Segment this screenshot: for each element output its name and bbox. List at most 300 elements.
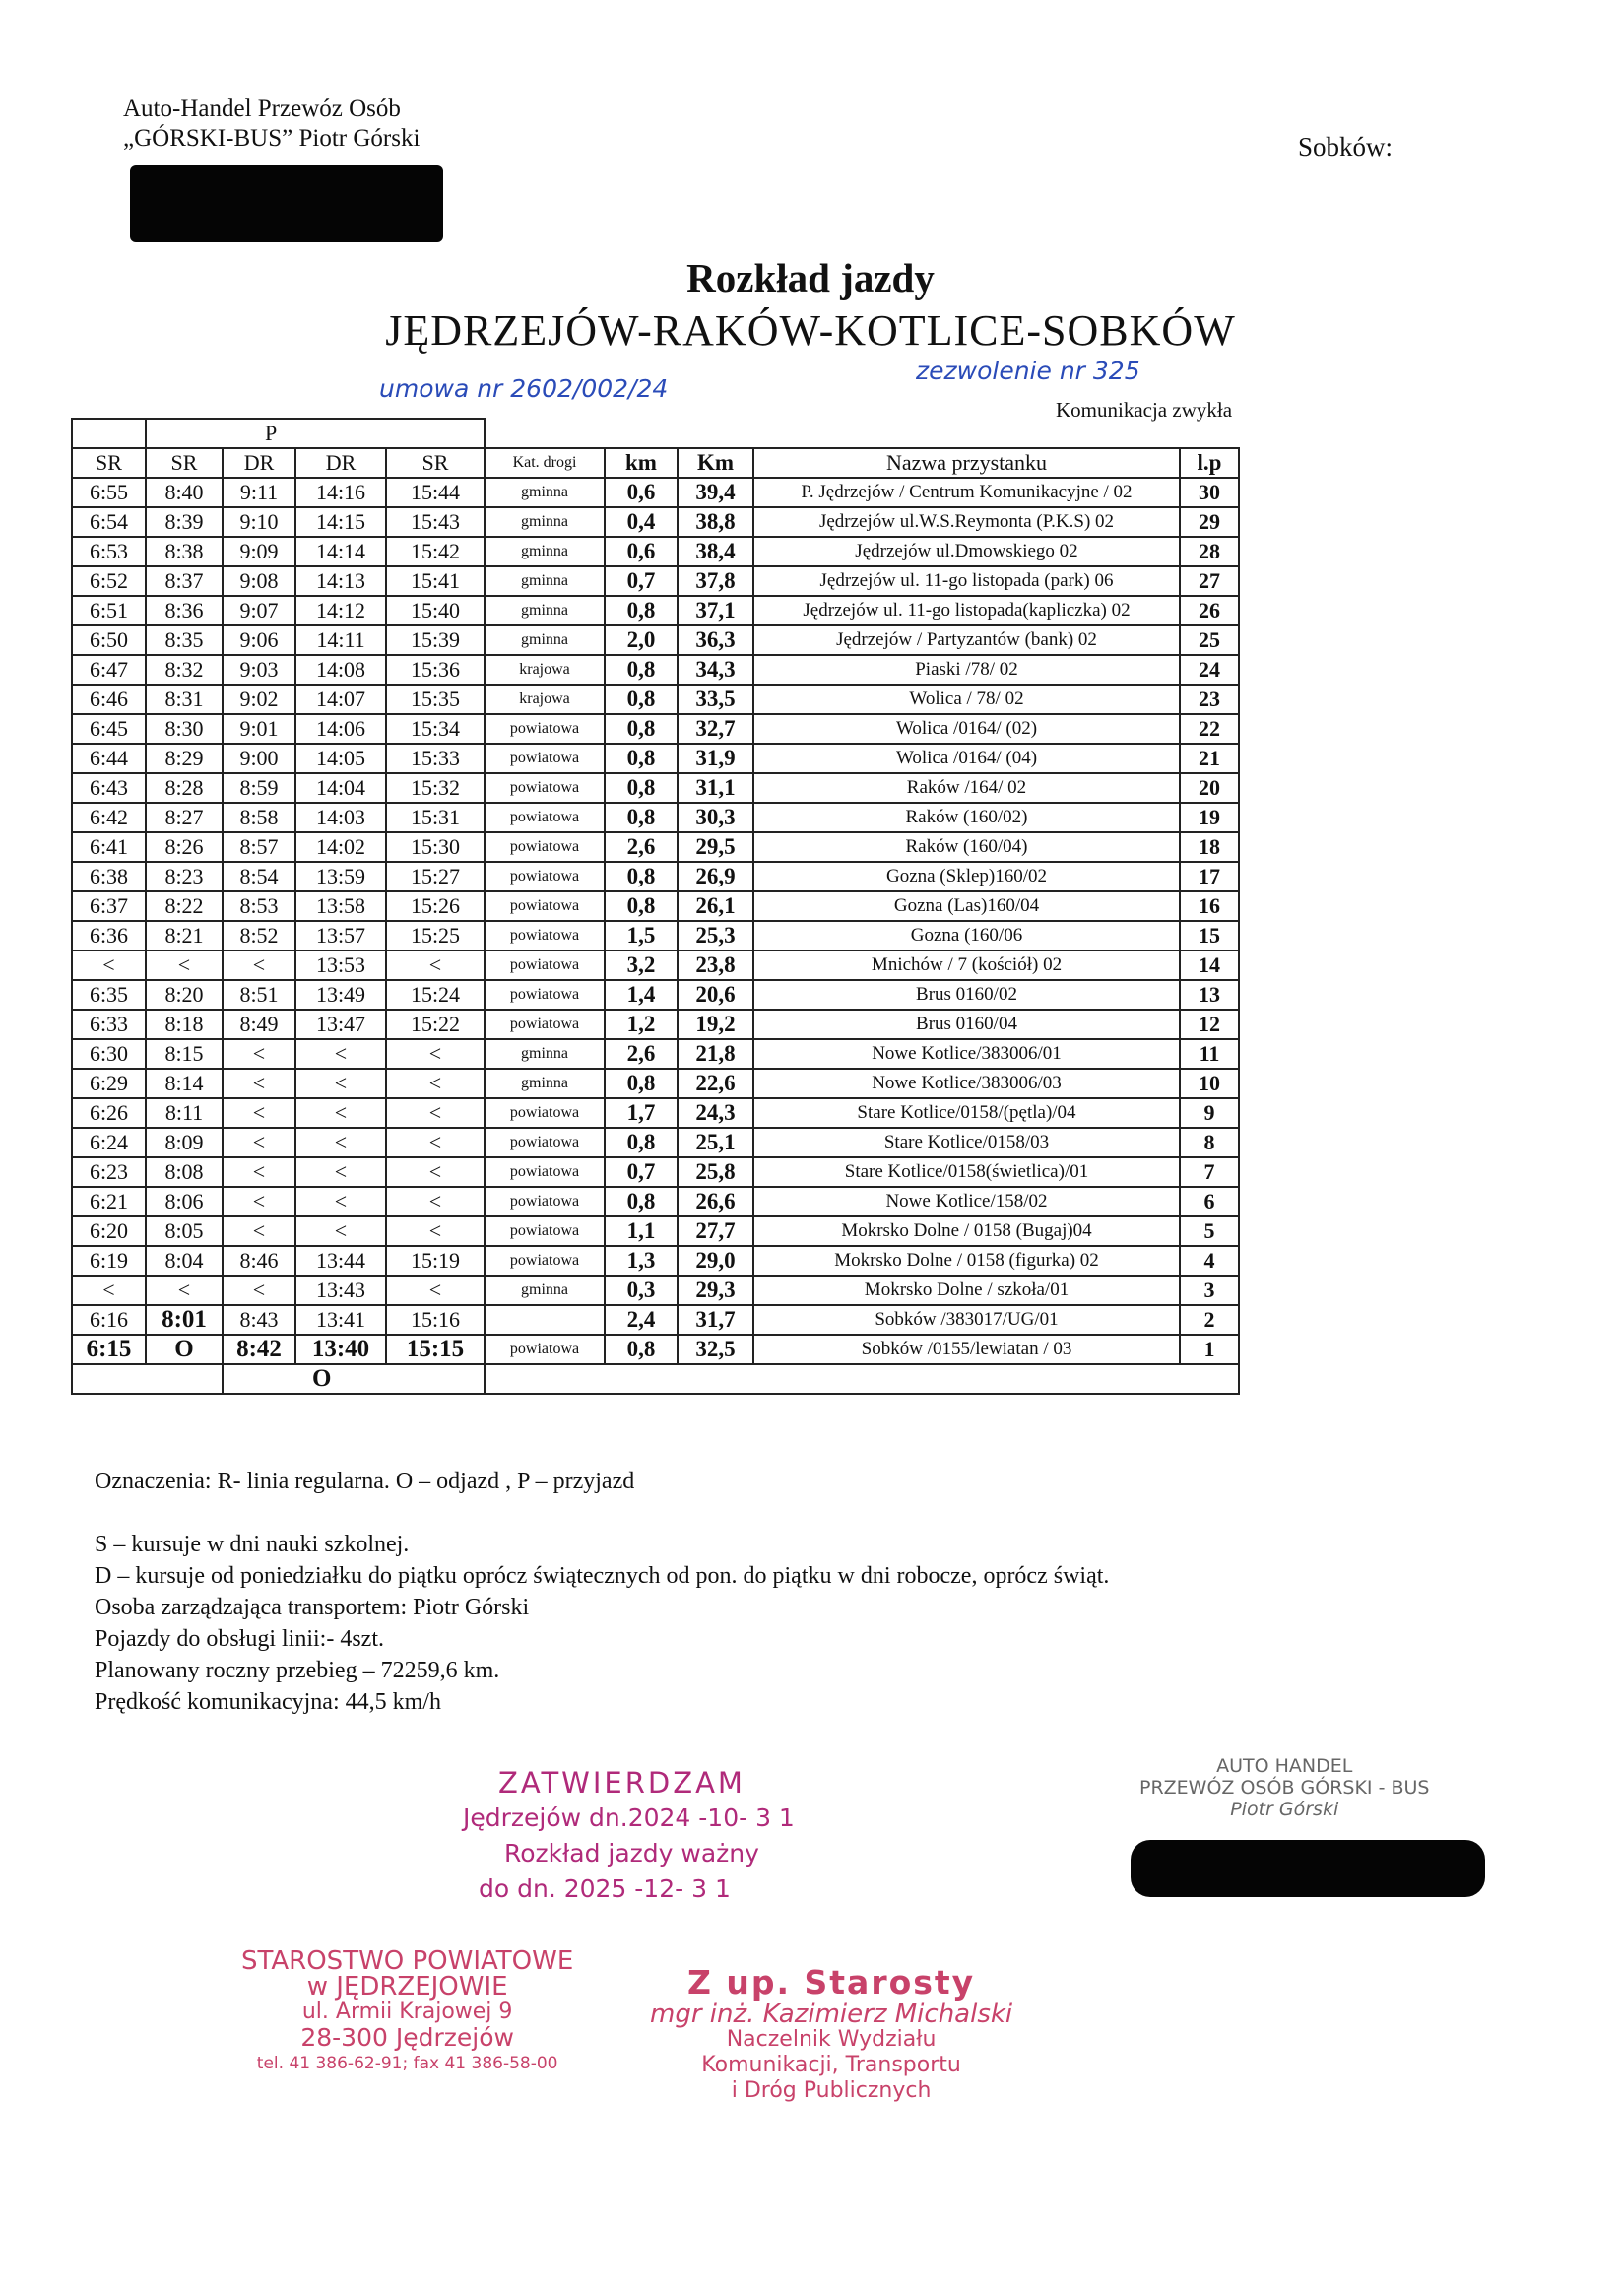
redacted-signature	[1131, 1840, 1485, 1897]
table-cell: 0,8	[605, 803, 678, 832]
table-cell: 0,8	[605, 655, 678, 685]
departure-time-cell: 8:08	[146, 1157, 223, 1187]
table-cell: 25,8	[678, 1157, 753, 1187]
table-cell: 23,8	[678, 951, 753, 980]
departure-time-cell: 8:54	[223, 862, 295, 891]
table-cell: 32,7	[678, 714, 753, 744]
table-cell: 26	[1180, 596, 1239, 625]
departure-time-cell: 8:30	[146, 714, 223, 744]
note-osoba: Osoba zarządzająca transportem: Piotr Górski	[95, 1595, 530, 1620]
stop-name-cell: Piaski /78/ 02	[753, 655, 1180, 685]
table-cell: gminna	[485, 1276, 605, 1305]
table-cell: 1,1	[605, 1216, 678, 1246]
departure-time-cell: 8:52	[223, 921, 295, 951]
handwritten-umowa: umowa nr 2602/002/24	[379, 374, 669, 403]
departure-time-cell: 14:13	[295, 566, 386, 596]
table-cell: 22,6	[678, 1069, 753, 1098]
departure-time-cell: 8:40	[146, 478, 223, 507]
table-cell: 26,6	[678, 1187, 753, 1216]
table-cell: gminna	[485, 1069, 605, 1098]
table-row	[72, 596, 1239, 625]
note-predkosc: Prędkość komunikacyjna: 44,5 km/h	[95, 1689, 441, 1715]
departure-time-cell: 15:41	[386, 566, 485, 596]
departure-time-cell: 13:44	[295, 1246, 386, 1276]
company-line-2: „GÓRSKI-BUS” Piotr Górski	[123, 125, 421, 152]
table-cell: 2,0	[605, 625, 678, 655]
table-cell	[485, 1305, 605, 1335]
table-cell: gminna	[485, 537, 605, 566]
stop-name-cell: Brus 0160/02	[753, 980, 1180, 1010]
table-cell: 3,2	[605, 951, 678, 980]
header-cell: Nazwa przystanku	[753, 448, 1180, 478]
departure-time-cell: 15:32	[386, 773, 485, 803]
departure-time-cell: 13:40	[295, 1335, 386, 1364]
stamp-zatwierdzam: ZATWIERDZAM	[498, 1766, 746, 1800]
table-cell: gminna	[485, 1039, 605, 1069]
departure-time-cell: 6:37	[72, 891, 146, 921]
departure-time-cell: 6:35	[72, 980, 146, 1010]
starostwo-line4: 28-300 Jędrzejów	[300, 2023, 514, 2052]
departure-time-cell: 6:51	[72, 596, 146, 625]
table-row	[72, 478, 1239, 507]
table-row	[72, 891, 1239, 921]
stop-name-cell: Stare Kotlice/0158(świetlica)/01	[753, 1157, 1180, 1187]
stamp-auto-line1: AUTO HANDEL	[1216, 1755, 1353, 1777]
departure-time-cell: <	[223, 1187, 295, 1216]
table-o-row	[72, 1364, 1239, 1394]
departure-time-cell: 15:30	[386, 832, 485, 862]
stop-name-cell: Sobków /0155/lewiatan / 03	[753, 1335, 1180, 1364]
stop-name-cell: Gozna (Las)160/04	[753, 891, 1180, 921]
stop-name-cell: Jędrzejów ul. 11-go listopada (park) 06	[753, 566, 1180, 596]
stop-name-cell: Jędrzejów ul.W.S.Reymonta (P.K.S) 02	[753, 507, 1180, 537]
departure-time-cell: 8:04	[146, 1246, 223, 1276]
p-blank	[485, 419, 1239, 448]
table-cell: 11	[1180, 1039, 1239, 1069]
departure-time-cell: 15:34	[386, 714, 485, 744]
table-cell: 2,4	[605, 1305, 678, 1335]
departure-time-cell: <	[386, 1276, 485, 1305]
note-przebieg: Planowany roczny przebieg – 72259,6 km.	[95, 1658, 500, 1683]
stop-name-cell: Gozna (160/06	[753, 921, 1180, 951]
timetable	[71, 418, 1240, 1395]
departure-time-cell: 14:16	[295, 478, 386, 507]
departure-time-cell: O	[146, 1335, 223, 1364]
table-cell: powiatowa	[485, 1187, 605, 1216]
table-cell: krajowa	[485, 685, 605, 714]
departure-time-cell: 8:15	[146, 1039, 223, 1069]
notes-block	[95, 1529, 1109, 1718]
departure-time-cell: 14:04	[295, 773, 386, 803]
stop-name-cell: Mokrsko Dolne / szkoła/01	[753, 1276, 1180, 1305]
table-header-row	[72, 448, 1239, 478]
table-cell: 22	[1180, 714, 1239, 744]
zup-line4: Komunikacji, Transportu	[701, 2053, 961, 2077]
stop-name-cell: Nowe Kotlice/383006/01	[753, 1039, 1180, 1069]
stamp-auto-line2: PRZEWÓZ OSÓB GÓRSKI - BUS	[1139, 1777, 1430, 1799]
departure-time-cell: 9:02	[223, 685, 295, 714]
departure-time-cell: <	[223, 951, 295, 980]
departure-time-cell: 6:30	[72, 1039, 146, 1069]
departure-time-cell: 6:19	[72, 1246, 146, 1276]
starostwo-line5: tel. 41 386-62-91; fax 41 386-58-00	[256, 2054, 558, 2073]
table-cell: powiatowa	[485, 1128, 605, 1157]
o-spacer	[72, 1364, 223, 1394]
departure-time-cell: <	[386, 1216, 485, 1246]
table-cell: gminna	[485, 507, 605, 537]
departure-time-cell: 6:54	[72, 507, 146, 537]
table-cell: 14	[1180, 951, 1239, 980]
note-d: D – kursuje od poniedziałku do piątku oprócz świątecznych od pon. do piątku w dni robocze, oprócz świąt.	[95, 1563, 1110, 1589]
table-cell: powiatowa	[485, 980, 605, 1010]
departure-time-cell: 15:26	[386, 891, 485, 921]
table-cell: powiatowa	[485, 921, 605, 951]
table-cell: 31,1	[678, 773, 753, 803]
departure-time-cell: 8:05	[146, 1216, 223, 1246]
table-row	[72, 537, 1239, 566]
departure-time-cell: 13:53	[295, 951, 386, 980]
departure-time-cell: 15:19	[386, 1246, 485, 1276]
departure-time-cell: 14:14	[295, 537, 386, 566]
stamp-jedrzejow-dn: Jędrzejów dn.2024 -10- 3 1	[463, 1804, 795, 1832]
header-cell: km	[605, 448, 678, 478]
departure-time-cell: 8:51	[223, 980, 295, 1010]
table-cell: powiatowa	[485, 1335, 605, 1364]
departure-time-cell: 6:53	[72, 537, 146, 566]
stop-name-cell: Gozna (Sklep)160/02	[753, 862, 1180, 891]
table-cell: 25	[1180, 625, 1239, 655]
table-cell: 37,8	[678, 566, 753, 596]
departure-time-cell: 8:14	[146, 1069, 223, 1098]
departure-time-cell: <	[223, 1069, 295, 1098]
table-cell: 0,7	[605, 566, 678, 596]
departure-time-cell: 8:39	[146, 507, 223, 537]
stop-name-cell: Mokrsko Dolne / 0158 (Bugaj)04	[753, 1216, 1180, 1246]
place-label: Sobków:	[1298, 132, 1394, 162]
table-cell: 38,8	[678, 507, 753, 537]
departure-time-cell: 8:28	[146, 773, 223, 803]
departure-time-cell: 13:49	[295, 980, 386, 1010]
departure-time-cell: 6:29	[72, 1069, 146, 1098]
table-cell: 32,5	[678, 1335, 753, 1364]
departure-time-cell: <	[386, 1187, 485, 1216]
table-cell: 39,4	[678, 478, 753, 507]
starostwo-line1: STAROSTWO POWIATOWE	[241, 1946, 574, 1976]
departure-time-cell: 6:21	[72, 1187, 146, 1216]
stamp-do-dn: do dn. 2025 -12- 3 1	[479, 1874, 731, 1903]
departure-time-cell: 8:57	[223, 832, 295, 862]
departure-time-cell: 15:22	[386, 1010, 485, 1039]
departure-time-cell: 8:36	[146, 596, 223, 625]
table-cell: 5	[1180, 1216, 1239, 1246]
departure-time-cell: <	[386, 1069, 485, 1098]
table-cell: 0,7	[605, 1157, 678, 1187]
table-row	[72, 1128, 1239, 1157]
departure-time-cell: 13:41	[295, 1305, 386, 1335]
p-spacer	[72, 419, 146, 448]
departure-time-cell: 8:21	[146, 921, 223, 951]
table-cell: 24,3	[678, 1098, 753, 1128]
table-cell: powiatowa	[485, 773, 605, 803]
table-cell: 20,6	[678, 980, 753, 1010]
departure-time-cell: 8:59	[223, 773, 295, 803]
departure-time-cell: 14:02	[295, 832, 386, 862]
departure-time-cell: 15:24	[386, 980, 485, 1010]
departure-time-cell: <	[295, 1128, 386, 1157]
table-cell: gminna	[485, 566, 605, 596]
departure-time-cell: 8:18	[146, 1010, 223, 1039]
departure-time-cell: 9:00	[223, 744, 295, 773]
table-cell: 2	[1180, 1305, 1239, 1335]
departure-time-cell: 8:31	[146, 685, 223, 714]
departure-time-cell: 8:22	[146, 891, 223, 921]
departure-time-cell: 15:25	[386, 921, 485, 951]
stamp-rozklad-wazny: Rozkład jazdy ważny	[504, 1839, 759, 1868]
table-row	[72, 1069, 1239, 1098]
departure-time-cell: <	[386, 1128, 485, 1157]
table-cell: 0,8	[605, 744, 678, 773]
table-cell: 29,3	[678, 1276, 753, 1305]
header-cell: Km	[678, 448, 753, 478]
stop-name-cell: Jędrzejów / Partyzantów (bank) 02	[753, 625, 1180, 655]
departure-time-cell: 15:39	[386, 625, 485, 655]
table-cell: 1,7	[605, 1098, 678, 1128]
table-cell: 26,1	[678, 891, 753, 921]
departure-time-cell: 14:07	[295, 685, 386, 714]
table-cell: 6	[1180, 1187, 1239, 1216]
departure-time-cell: 8:38	[146, 537, 223, 566]
departure-time-cell: 6:20	[72, 1216, 146, 1246]
table-row	[72, 1305, 1239, 1335]
table-cell: 8	[1180, 1128, 1239, 1157]
departure-time-cell: 8:09	[146, 1128, 223, 1157]
table-cell: 18	[1180, 832, 1239, 862]
departure-time-cell: 6:16	[72, 1305, 146, 1335]
zup-line2: mgr inż. Kazimierz Michalski	[650, 2000, 1013, 2029]
table-cell: powiatowa	[485, 1246, 605, 1276]
departure-time-cell: <	[146, 951, 223, 980]
departure-time-cell: 6:46	[72, 685, 146, 714]
o-blank	[485, 1364, 1239, 1394]
stop-name-cell: Wolica /0164/ (04)	[753, 744, 1180, 773]
page-title: Rozkład jazdy	[686, 255, 935, 300]
table-cell: 38,4	[678, 537, 753, 566]
departure-time-cell: <	[223, 1216, 295, 1246]
departure-time-cell: <	[223, 1157, 295, 1187]
table-row	[72, 832, 1239, 862]
stamp-auto-line3: Piotr Górski	[1230, 1799, 1339, 1820]
table-row	[72, 1335, 1239, 1364]
table-cell: 9	[1180, 1098, 1239, 1128]
departure-time-cell: 8:20	[146, 980, 223, 1010]
zup-line5: i Dróg Publicznych	[731, 2078, 932, 2103]
departure-time-cell: 8:42	[223, 1335, 295, 1364]
departure-time-cell: 8:32	[146, 655, 223, 685]
table-cell: powiatowa	[485, 1098, 605, 1128]
table-row	[72, 1098, 1239, 1128]
departure-time-cell: 15:44	[386, 478, 485, 507]
departure-time-cell: 6:44	[72, 744, 146, 773]
stop-name-cell: P. Jędrzejów / Centrum Komunikacyjne / 02	[753, 478, 1180, 507]
table-cell: 20	[1180, 773, 1239, 803]
departure-time-cell: <	[295, 1187, 386, 1216]
departure-time-cell: 14:15	[295, 507, 386, 537]
table-row	[72, 862, 1239, 891]
stop-name-cell: Jędrzejów ul. 11-go listopada(kapliczka) 02	[753, 596, 1180, 625]
table-cell: 36,3	[678, 625, 753, 655]
departure-time-cell: 8:27	[146, 803, 223, 832]
stop-name-cell: Raków /164/ 02	[753, 773, 1180, 803]
table-cell: 0,8	[605, 596, 678, 625]
departure-time-cell: <	[295, 1157, 386, 1187]
departure-time-cell: 8:46	[223, 1246, 295, 1276]
starostwo-line2: w JĘDRZEJOWIE	[306, 1972, 508, 2001]
departure-time-cell: <	[386, 951, 485, 980]
table-cell: 15	[1180, 921, 1239, 951]
table-cell: 2,6	[605, 1039, 678, 1069]
table-cell: 24	[1180, 655, 1239, 685]
stop-name-cell: Brus 0160/04	[753, 1010, 1180, 1039]
table-cell: 17	[1180, 862, 1239, 891]
table-cell: powiatowa	[485, 1216, 605, 1246]
table-cell: 29,5	[678, 832, 753, 862]
departure-time-cell: <	[295, 1039, 386, 1069]
table-cell: 0,8	[605, 773, 678, 803]
departure-time-cell: 6:26	[72, 1098, 146, 1128]
header-cell: DR	[295, 448, 386, 478]
table-cell: 33,5	[678, 685, 753, 714]
komunikacja-label: Komunikacja zwykła	[1056, 398, 1233, 422]
table-cell: 0,8	[605, 1335, 678, 1364]
company-stamp	[1139, 1755, 1429, 1820]
stop-name-cell: Wolica / 78/ 02	[753, 685, 1180, 714]
stop-name-cell: Nowe Kotlice/158/02	[753, 1187, 1180, 1216]
header-cell: l.p	[1180, 448, 1239, 478]
table-cell: 0,4	[605, 507, 678, 537]
table-cell: 3	[1180, 1276, 1239, 1305]
official-signature-stamp	[650, 1963, 1013, 2104]
table-row	[72, 685, 1239, 714]
table-cell: gminna	[485, 596, 605, 625]
starostwo-line3: ul. Armii Krajowej 9	[301, 2000, 513, 2024]
p-label: P	[146, 419, 485, 448]
departure-time-cell: 14:08	[295, 655, 386, 685]
departure-time-cell: 8:37	[146, 566, 223, 596]
departure-time-cell: 15:33	[386, 744, 485, 773]
table-row	[72, 921, 1239, 951]
departure-time-cell: <	[72, 1276, 146, 1305]
departure-time-cell: 6:23	[72, 1157, 146, 1187]
table-row	[72, 1216, 1239, 1246]
departure-time-cell: <	[223, 1039, 295, 1069]
table-cell: powiatowa	[485, 862, 605, 891]
departure-time-cell: 14:06	[295, 714, 386, 744]
departure-time-cell: 15:42	[386, 537, 485, 566]
table-row	[72, 803, 1239, 832]
departure-time-cell: 8:35	[146, 625, 223, 655]
departure-time-cell: 9:10	[223, 507, 295, 537]
table-row	[72, 1246, 1239, 1276]
table-cell: 21	[1180, 744, 1239, 773]
table-cell: 19,2	[678, 1010, 753, 1039]
table-row	[72, 507, 1239, 537]
table-cell: 37,1	[678, 596, 753, 625]
table-cell: powiatowa	[485, 891, 605, 921]
departure-time-cell: 8:43	[223, 1305, 295, 1335]
table-cell: 0,8	[605, 1128, 678, 1157]
table-cell: 30	[1180, 478, 1239, 507]
departure-time-cell: 6:55	[72, 478, 146, 507]
departure-time-cell: 6:47	[72, 655, 146, 685]
table-cell: 0,8	[605, 862, 678, 891]
table-cell: 34,3	[678, 655, 753, 685]
stop-name-cell: Jędrzejów ul.Dmowskiego 02	[753, 537, 1180, 566]
departure-time-cell: <	[72, 951, 146, 980]
departure-time-cell: 15:43	[386, 507, 485, 537]
header-cell: DR	[223, 448, 295, 478]
table-cell: 0,8	[605, 685, 678, 714]
table-cell: gminna	[485, 625, 605, 655]
table-row	[72, 1187, 1239, 1216]
table-cell: 0,6	[605, 537, 678, 566]
table-cell: 26,9	[678, 862, 753, 891]
departure-time-cell: 8:58	[223, 803, 295, 832]
departure-time-cell: <	[223, 1276, 295, 1305]
table-cell: 10	[1180, 1069, 1239, 1098]
table-cell: 7	[1180, 1157, 1239, 1187]
departure-time-cell: 9:03	[223, 655, 295, 685]
departure-time-cell: 15:35	[386, 685, 485, 714]
table-row	[72, 1157, 1239, 1187]
table-cell: powiatowa	[485, 744, 605, 773]
stop-name-cell: Mnichów / 7 (kościół) 02	[753, 951, 1180, 980]
company-name	[123, 95, 420, 154]
header-cell: SR	[146, 448, 223, 478]
table-cell: 21,8	[678, 1039, 753, 1069]
table-cell: 0,8	[605, 1187, 678, 1216]
table-cell: 29	[1180, 507, 1239, 537]
departure-time-cell: 8:11	[146, 1098, 223, 1128]
table-cell: powiatowa	[485, 714, 605, 744]
departure-time-cell: 15:27	[386, 862, 485, 891]
stop-name-cell: Sobków /383017/UG/01	[753, 1305, 1180, 1335]
stop-name-cell: Mokrsko Dolne / 0158 (figurka) 02	[753, 1246, 1180, 1276]
table-cell: 0,8	[605, 714, 678, 744]
table-cell: 0,8	[605, 1069, 678, 1098]
table-cell: 31,9	[678, 744, 753, 773]
table-cell: powiatowa	[485, 951, 605, 980]
departure-time-cell: 9:08	[223, 566, 295, 596]
table-cell: 19	[1180, 803, 1239, 832]
stop-name-cell: Raków (160/04)	[753, 832, 1180, 862]
departure-time-cell: 6:42	[72, 803, 146, 832]
table-row	[72, 1010, 1239, 1039]
table-row	[72, 773, 1239, 803]
table-row	[72, 566, 1239, 596]
table-cell: 0,3	[605, 1276, 678, 1305]
table-cell: 1,3	[605, 1246, 678, 1276]
departure-time-cell: 13:43	[295, 1276, 386, 1305]
table-cell: 1,5	[605, 921, 678, 951]
table-cell: 2,6	[605, 832, 678, 862]
table-row	[72, 980, 1239, 1010]
table-row	[72, 1039, 1239, 1069]
table-cell: 23	[1180, 685, 1239, 714]
departure-time-cell: 6:50	[72, 625, 146, 655]
departure-time-cell: 9:06	[223, 625, 295, 655]
table-cell: 13	[1180, 980, 1239, 1010]
table-cell: 25,3	[678, 921, 753, 951]
